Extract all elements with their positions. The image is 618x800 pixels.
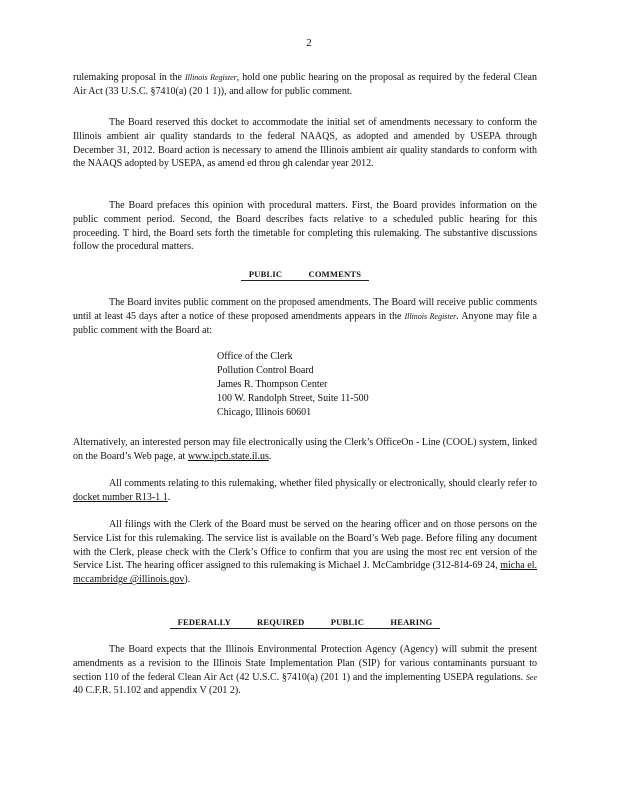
paragraph-docket-purpose: The Board reserved this docket to accommodate the initial set of amendments necessary to conform the Illinois ambient air quality standards to the federal NAAQS, as adopted and amended by USEPA through December 31, 2012. Board action is necessary to amend the Illinois ambient air quality standards to conform with the NAAQS adopted by USEPA, as amend ed throu gh calendar year 2012.	[73, 117, 537, 170]
p4-italic-register: Illinois Register	[404, 311, 457, 321]
paragraph-service-list: All filings with the Clerk of the Board must be served on the hearing officer and on those persons on the Service List for this rulemaking. The service list is available on the Board’s Web page. Before filing any document with the Clerk, please check with the Clerk’s Office to confirm that you are using the most rec ent version of the Service List. The hearing officer assigned to this rulemaking is Michael J. McCambridge (312-814-69 24, micha el. mccambridge @illinois.gov).	[73, 519, 537, 586]
address-line: Office of the Clerk	[217, 351, 293, 362]
address-line: Chicago, Illinois 60601	[217, 406, 312, 418]
address-line: 100 W. Randolph Street, Suite 11-500	[217, 392, 369, 404]
page-number: 2	[306, 37, 312, 49]
board-website-link[interactable]: www.ipcb.state.il.us	[187, 450, 269, 462]
address-line: James R. Thompson Center	[217, 378, 328, 390]
clerk-address-block	[217, 350, 369, 420]
paragraph-invite-comments: The Board invites public comment on the proposed amendments. The Board will receive public comments until at least 45 days after a notice of these proposed amendments appears in the Illinois Register. Anyone may file a public comment with the Board at:	[73, 297, 537, 336]
paragraph-procedural-overview: The Board prefaces this opinion with procedural matters. First, the Board provides information on the public comment period. Second, the Board describes facts relative to a scheduled public hearing for this proceeding. T hird, the Board sets forth the timetable for completing this rulemaking. The substantive discussions follow the procedural matters.	[73, 200, 537, 253]
hearing-officer-email-link[interactable]: micha el. mccambridge @illinois.gov	[73, 560, 537, 586]
p1-italic-register: Illinois Register	[184, 73, 237, 82]
docket-number: docket number R13-1 1	[73, 491, 168, 503]
p8-italic-see: See	[525, 672, 537, 682]
heading-public-comments: PUBLIC COMMENTS	[73, 268, 537, 282]
p1-text-end: , hold one public hearing on the proposal as required by the federal Clean Air Act (33 U.S.C. §7410(a) (20 1 1)), and allow for public comment.	[73, 72, 537, 97]
paragraph-electronic-filing: Alternatively, an interested person may file electronically using the Clerk’s OfficeOn - Line (COOL) system, linked on the Board’s Web page, at www.ipcb.state.il.us.	[73, 437, 537, 462]
p1-text-start: rulemaking proposal in the	[73, 72, 185, 83]
heading-federal-hearing: FEDERALLY REQUIRED PUBLIC HEARING	[73, 616, 537, 630]
paragraph-continuation	[73, 71, 537, 99]
paragraph-docket-reference: All comments relating to this rulemaking, whether filed physically or electronically, should clearly refer to docket number R13-1 1.	[73, 478, 537, 503]
address-line: Pollution Control Board	[217, 364, 314, 376]
paragraph-sip-submission: The Board expects that the Illinois Environmental Protection Agency (Agency) will submit the present amendments as a revision to the Illinois State Implementation Plan (SIP) for various contaminants pursuant to section 110 of the federal Clean Air Act (42 U.S.C. §7410(a) (201 1) and the implementing USEPA regulations. See 40 C.F.R. 51.102 and appendix V (201 2).	[73, 644, 537, 697]
